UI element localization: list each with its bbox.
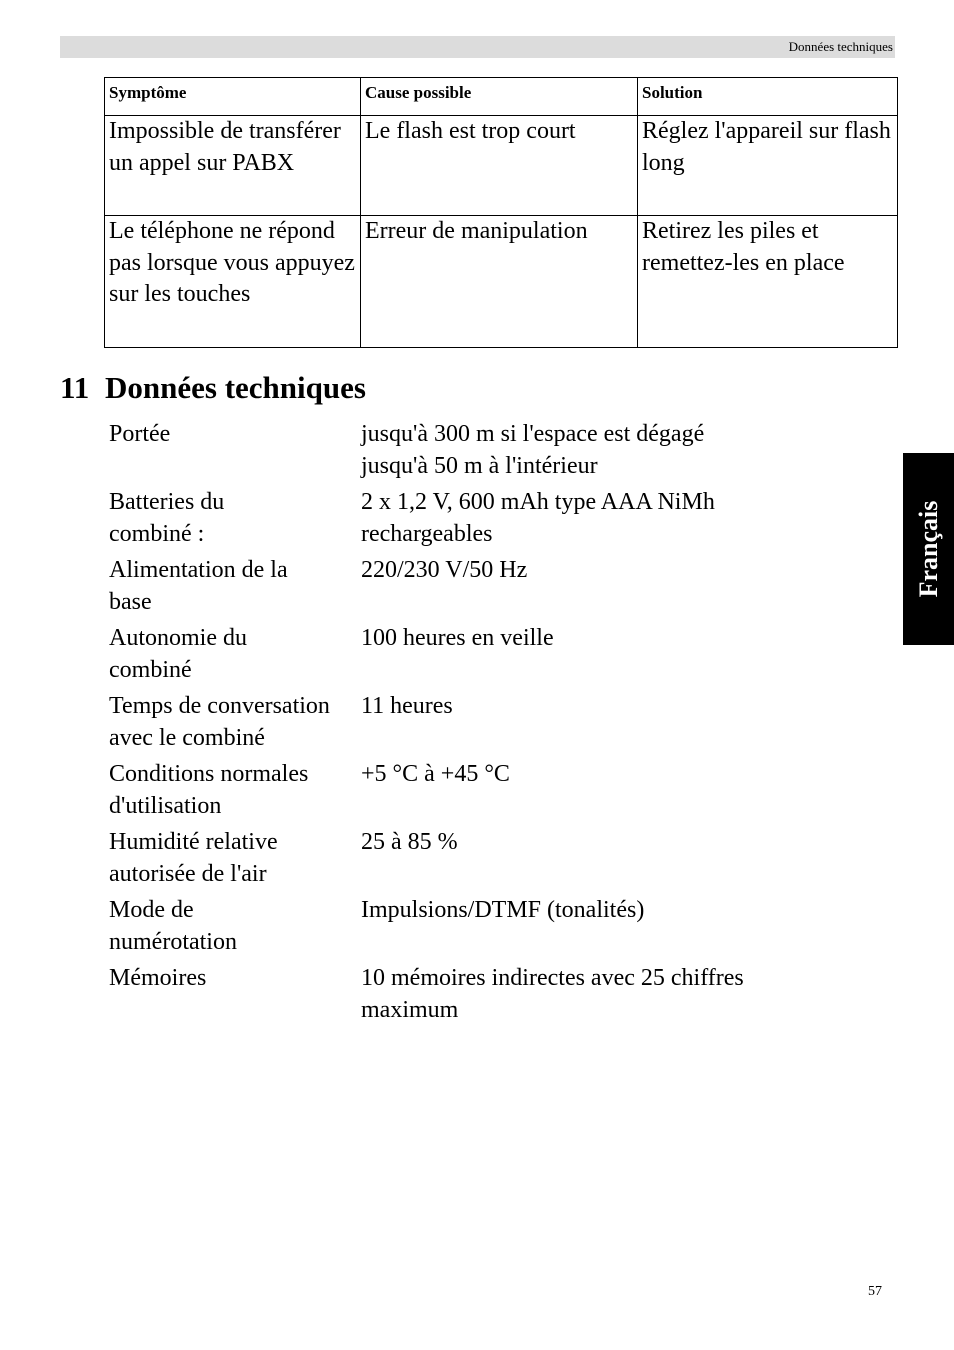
spec-row	[109, 826, 869, 890]
solution-cell: Retirez les piles et remettez-les en place	[638, 216, 898, 348]
spec-value	[361, 418, 869, 482]
spec-value	[361, 486, 869, 550]
spec-row	[109, 418, 869, 482]
spec-value	[361, 758, 869, 822]
spec-value	[361, 962, 869, 1026]
spec-value-line: 2 x 1,2 V, 600 mAh type AAA NiMh rechargeables	[361, 489, 715, 547]
spec-value-line: 11 heures	[361, 693, 453, 719]
spec-value-line: Impulsions/DTMF (tonalités)	[361, 897, 645, 923]
header-solution: Solution	[638, 78, 898, 116]
spec-row	[109, 690, 869, 754]
spec-value	[361, 894, 869, 958]
spec-value	[361, 826, 869, 890]
spec-value-line: 25 à 85 %	[361, 829, 458, 855]
spec-row	[109, 758, 869, 822]
specs-list	[109, 418, 869, 1030]
spec-label: Mode de numérotation	[109, 897, 237, 955]
spec-value	[361, 690, 869, 754]
spec-row	[109, 554, 869, 618]
table-header-row	[105, 78, 898, 116]
spec-value-line: 220/230 V/50 Hz	[361, 557, 528, 583]
troubleshooting-table	[104, 77, 898, 348]
spec-row	[109, 486, 869, 550]
spec-label: Conditions normales d'utilisation	[109, 761, 309, 819]
spec-label: Temps de conversation avec le combiné	[109, 693, 330, 751]
language-tab	[903, 453, 954, 645]
spec-value-line: jusqu'à 300 m si l'espace est dégagé	[361, 421, 705, 447]
spec-value-line: +5 °C à +45 °C	[361, 761, 510, 787]
spec-value	[361, 554, 869, 618]
section-number: 11	[60, 370, 90, 405]
symptom-cell: Le téléphone ne répond pas lorsque vous appuyez sur les touches	[105, 216, 361, 348]
spec-row	[109, 622, 869, 686]
spec-label: Batteries du combiné :	[109, 489, 225, 547]
table-row	[105, 216, 898, 348]
spec-label: Alimentation de la base	[109, 557, 288, 615]
language-tab-label: Français	[913, 500, 943, 598]
section-title: Données techniques	[105, 370, 366, 405]
running-header-title: Données techniques	[788, 39, 893, 54]
header-symptom: Symptôme	[105, 78, 361, 116]
page-number: 57	[868, 1284, 882, 1299]
spec-value-line: 100 heures en veille	[361, 625, 554, 651]
spec-label: Autonomie du combiné	[109, 625, 247, 683]
symptom-cell: Impossible de transférer un appel sur PABX	[105, 116, 361, 216]
section-heading	[60, 368, 366, 408]
running-header	[60, 36, 895, 58]
spec-label: Humidité relative autorisée de l'air	[109, 829, 278, 887]
spec-value-line: jusqu'à 50 m à l'intérieur	[361, 453, 598, 479]
spec-row	[109, 894, 869, 958]
spec-value-line: 10 mémoires indirectes avec 25 chiffres maximum	[361, 965, 744, 1023]
cause-cell: Erreur de manipulation	[361, 216, 638, 348]
spec-label: Mémoires	[109, 965, 207, 991]
spec-label: Portée	[109, 421, 171, 447]
header-cause: Cause possible	[361, 78, 638, 116]
table-row	[105, 116, 898, 216]
spec-row	[109, 962, 869, 1026]
spec-value	[361, 622, 869, 686]
solution-cell: Réglez l'appareil sur flash long	[638, 116, 898, 216]
cause-cell: Le flash est trop court	[361, 116, 638, 216]
